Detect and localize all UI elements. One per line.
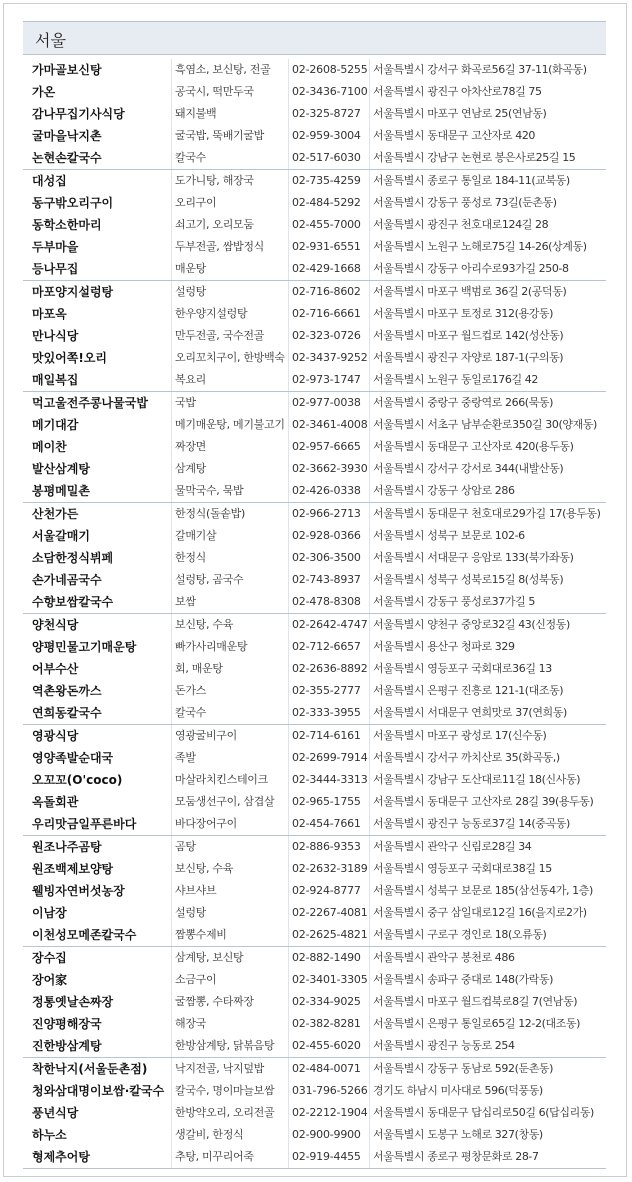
restaurant-menu: 삼계탕, 보신탕 [175, 951, 244, 964]
table-row [23, 1124, 606, 1146]
table-row [23, 281, 606, 303]
restaurant-menu: 돼지불백 [175, 107, 217, 120]
restaurant-phone: 02-2212-1904 [292, 1106, 368, 1119]
restaurant-phone: 02-882-1490 [292, 951, 361, 964]
restaurant-menu: 칼국수 [175, 706, 206, 719]
restaurant-address: 서울특별시 강서구 까치산로 35(화곡동,) [373, 751, 560, 764]
restaurant-phone: 02-2632-3189 [292, 862, 368, 875]
restaurant-name: 마포옥 [32, 307, 67, 321]
table-row [23, 547, 606, 569]
table-row-group [23, 614, 606, 725]
restaurant-address: 서울특별시 마포구 월드컵로 142(성산동) [373, 329, 564, 342]
table-row [23, 81, 606, 103]
restaurant-phone: 02-355-2777 [292, 684, 361, 697]
restaurant-address: 서울특별시 동대문구 천호대로29가길 17(용두동) [373, 507, 601, 520]
column-divider [369, 59, 370, 169]
column-divider [171, 170, 172, 280]
restaurant-address: 서울특별시 광진구 아차산로78길 75 [373, 85, 542, 98]
restaurant-address: 서울특별시 서대문구 연희맛로 37(연희동) [373, 706, 567, 719]
restaurant-phone: 02-382-8281 [292, 1017, 361, 1030]
restaurant-name: 동학소한마리 [32, 218, 102, 232]
table-row [23, 658, 606, 680]
restaurant-name: 양천식당 [32, 618, 79, 632]
restaurant-phone: 02-455-6020 [292, 1039, 361, 1052]
restaurant-menu: 족발 [175, 751, 196, 764]
restaurant-menu: 칼국수, 명이마늘보쌈 [175, 1084, 275, 1097]
table-row [23, 636, 606, 658]
table-row [23, 614, 606, 636]
section-header [23, 21, 606, 55]
table-row [23, 147, 606, 169]
restaurant-name: 굴마을낙지촌 [32, 129, 102, 143]
restaurant-menu: 한방삼계탕, 닭볶음탕 [175, 1039, 275, 1052]
restaurant-menu: 보신탕, 수육 [175, 862, 234, 875]
restaurant-menu: 해장국 [175, 1017, 206, 1030]
restaurant-phone: 02-931-6551 [292, 240, 361, 253]
restaurant-name: 발산삼계탕 [32, 462, 90, 476]
restaurant-phone: 02-484-5292 [292, 196, 361, 209]
restaurant-menu: 오리구이 [175, 196, 217, 209]
table-row [23, 392, 606, 414]
restaurant-menu: 영광굴비구이 [175, 729, 237, 742]
restaurant-address: 서울특별시 노원구 노해로75길 14-26(상계동) [373, 240, 587, 253]
table-row-group [23, 281, 606, 392]
restaurant-phone: 02-478-8308 [292, 595, 361, 608]
column-divider [369, 503, 370, 613]
restaurant-menu: 보쌈 [175, 595, 196, 608]
restaurant-menu: 도가니탕, 해장국 [175, 174, 254, 187]
restaurant-phone: 031-796-5266 [292, 1084, 368, 1097]
column-divider [171, 614, 172, 724]
restaurant-phone: 02-484-0071 [292, 1062, 361, 1075]
restaurant-name: 가마골보신탕 [32, 63, 102, 77]
table-row [23, 813, 606, 835]
restaurant-menu: 만두전골, 국수전골 [175, 329, 265, 342]
table-row [23, 791, 606, 813]
restaurant-address: 서울특별시 중구 삼일대로12길 16(을지로2가) [373, 906, 587, 919]
restaurant-menu: 한방약오리, 오리전골 [175, 1106, 275, 1119]
restaurant-phone: 02-334-9025 [292, 995, 361, 1008]
restaurant-name: 마포양지설렁탕 [32, 285, 114, 299]
restaurant-menu: 흑염소, 보신탕, 전골 [175, 63, 271, 76]
restaurant-name: 메기대감 [32, 418, 79, 432]
restaurant-name: 수향보쌈칼국수 [32, 595, 114, 609]
restaurant-phone: 02-2636-8892 [292, 662, 368, 675]
restaurant-phone: 02-429-1668 [292, 262, 361, 275]
column-divider [171, 836, 172, 946]
column-divider [369, 614, 370, 724]
restaurant-phone: 02-306-3500 [292, 551, 361, 564]
table-row [23, 680, 606, 702]
table-row [23, 836, 606, 858]
restaurant-address: 서울특별시 강동구 동남로 592(둔촌동) [373, 1062, 554, 1075]
restaurant-phone: 02-333-3955 [292, 706, 361, 719]
restaurant-phone: 02-3444-3313 [292, 773, 368, 786]
restaurant-menu: 한우양지설렁탕 [175, 307, 248, 320]
restaurant-phone: 02-977-0038 [292, 396, 361, 409]
restaurant-phone: 02-517-6030 [292, 151, 361, 164]
column-divider [288, 170, 289, 280]
restaurant-address: 서울특별시 마포구 토정로 312(용강동) [373, 307, 554, 320]
restaurant-name: 어부수산 [32, 662, 79, 676]
restaurant-address: 서울특별시 동대문구 고산자로 420(용두동) [373, 440, 574, 453]
restaurant-menu: 소금구이 [175, 973, 217, 986]
table-row [23, 236, 606, 258]
table-row-group [23, 1058, 606, 1169]
restaurant-phone: 02-924-8777 [292, 884, 361, 897]
column-divider [369, 392, 370, 502]
restaurant-phone: 02-3662-3930 [292, 462, 368, 475]
table-row [23, 125, 606, 147]
table-row [23, 436, 606, 458]
column-divider [369, 725, 370, 835]
column-divider [288, 1058, 289, 1168]
table-row [23, 858, 606, 880]
column-divider [171, 947, 172, 1057]
restaurant-menu: 짬뽕수제비 [175, 928, 227, 941]
table-row [23, 747, 606, 769]
column-divider [369, 281, 370, 391]
column-divider [288, 725, 289, 835]
restaurant-name: 감나무집기사식당 [32, 107, 125, 121]
restaurant-menu: 칼국수 [175, 151, 206, 164]
table-row [23, 1146, 606, 1168]
restaurant-menu: 삼계탕 [175, 462, 206, 475]
restaurant-address: 서울특별시 영등포구 국회대로38길 15 [373, 862, 552, 875]
restaurant-address: 서울특별시 강남구 논현로 봉은사로25길 15 [373, 151, 576, 164]
restaurant-phone: 02-3461-4008 [292, 418, 368, 431]
restaurant-menu: 돈가스 [175, 684, 206, 697]
restaurant-address: 서울특별시 광진구 능동로 254 [373, 1039, 515, 1052]
restaurant-name: 영양족발순대국 [32, 751, 114, 765]
restaurant-phone: 02-3436-7100 [292, 85, 368, 98]
column-divider [288, 59, 289, 169]
restaurant-menu: 물막국수, 묵밥 [175, 484, 244, 497]
restaurant-menu: 공국시, 떡만두국 [175, 85, 254, 98]
restaurant-address: 서울특별시 양천구 중앙로32길 43(신정동) [373, 618, 570, 631]
restaurant-menu: 빠가사리매운탕 [175, 640, 248, 653]
restaurant-address: 서울특별시 관악구 봉천로 486 [373, 951, 515, 964]
restaurant-phone: 02-716-8602 [292, 285, 361, 298]
restaurant-address: 서울특별시 광진구 천호대로124길 28 [373, 218, 549, 231]
restaurant-name: 대성집 [32, 174, 67, 188]
restaurant-address: 서울특별시 은평구 통일로65길 12-2(대조동) [373, 1017, 581, 1030]
restaurant-address: 서울특별시 은평구 진흥로 121-1(대조동) [373, 684, 564, 697]
table-row-group [23, 59, 606, 170]
table-row [23, 880, 606, 902]
table-row [23, 569, 606, 591]
restaurant-phone: 02-959-3004 [292, 129, 361, 142]
restaurant-phone: 02-714-6161 [292, 729, 361, 742]
table-row [23, 214, 606, 236]
restaurant-phone: 02-716-6661 [292, 307, 361, 320]
restaurant-name: 두부마을 [32, 240, 79, 254]
restaurant-menu: 두부전골, 쌈밥정식 [175, 240, 265, 253]
restaurant-address: 서울특별시 광진구 자양로 187-1(구의동) [373, 351, 564, 364]
restaurant-phone: 02-919-4455 [292, 1150, 361, 1163]
column-divider [171, 1058, 172, 1168]
restaurant-address: 서울특별시 영등포구 국회대로36길 13 [373, 662, 552, 675]
restaurant-address: 서울특별시 송파구 중대로 148(가락동) [373, 973, 554, 986]
table-row [23, 725, 606, 747]
restaurant-address: 서울특별시 성북구 보문로 102-6 [373, 529, 525, 542]
restaurant-phone: 02-735-4259 [292, 174, 361, 187]
restaurant-name: 풍년식당 [32, 1106, 79, 1120]
restaurant-address: 서울특별시 서초구 남부순환로350길 30(양재동) [373, 418, 597, 431]
restaurant-phone: 02-2267-4081 [292, 906, 368, 919]
table-row-group [23, 947, 606, 1058]
column-divider [288, 281, 289, 391]
restaurant-phone: 02-3401-3305 [292, 973, 368, 986]
restaurant-address: 서울특별시 용산구 청파로 329 [373, 640, 515, 653]
column-divider [171, 725, 172, 835]
restaurant-menu: 메기매운탕, 메기불고기 [175, 418, 285, 431]
restaurant-address: 서울특별시 성북구 보문로 185(삼선동4가, 1층) [373, 884, 593, 897]
restaurant-address: 서울특별시 동대문구 답십리로50길 6(답십리동) [373, 1106, 594, 1119]
restaurant-menu: 샤브샤브 [175, 884, 217, 897]
table-row [23, 258, 606, 280]
table-row-group [23, 725, 606, 836]
restaurant-name: 진한방삼계탕 [32, 1039, 102, 1053]
restaurant-name: 오꼬꼬(O'coco) [32, 773, 123, 787]
restaurant-name: 원조백제보양탕 [32, 862, 114, 876]
restaurant-address: 서울특별시 중랑구 중랑역로 266(묵동) [373, 396, 554, 409]
restaurant-address: 서울특별시 종로구 통일로 184-11(교북동) [373, 174, 570, 187]
restaurant-name: 산천가든 [32, 507, 79, 521]
column-divider [288, 947, 289, 1057]
column-divider [288, 836, 289, 946]
restaurant-table [23, 59, 606, 1169]
table-row-group [23, 503, 606, 614]
restaurant-menu: 추탕, 미꾸리어죽 [175, 1150, 254, 1163]
table-row [23, 525, 606, 547]
restaurant-menu: 설렁탕 [175, 906, 206, 919]
table-row [23, 103, 606, 125]
restaurant-menu: 곰탕 [175, 840, 196, 853]
restaurant-address: 서울특별시 강남구 도산대로11길 18(신사동) [373, 773, 581, 786]
restaurant-menu: 마살라치킨스테이크 [175, 773, 268, 786]
restaurant-phone: 02-454-7661 [292, 817, 361, 830]
restaurant-name: 서울갈매기 [32, 529, 90, 543]
restaurant-name: 소담한정식뷔페 [32, 551, 114, 565]
restaurant-name: 만나식당 [32, 329, 79, 343]
restaurant-name: 이천성모메존칼국수 [32, 928, 137, 942]
restaurant-name: 장수집 [32, 951, 67, 965]
table-row-group [23, 836, 606, 947]
restaurant-phone: 02-928-0366 [292, 529, 361, 542]
section-title: 서울 [35, 31, 66, 50]
column-divider [288, 392, 289, 502]
restaurant-phone: 02-743-8937 [292, 573, 361, 586]
restaurant-name: 웰빙자연버섯농장 [32, 884, 125, 898]
restaurant-address: 서울특별시 마포구 백범로 36길 2(공덕동) [373, 285, 567, 298]
restaurant-phone: 02-957-6665 [292, 440, 361, 453]
restaurant-address: 서울특별시 서대문구 응암로 133(북가좌동) [373, 551, 574, 564]
restaurant-address: 경기도 하남시 미사대로 596(덕풍동) [373, 1084, 543, 1097]
table-row [23, 369, 606, 391]
column-divider [171, 392, 172, 502]
table-row [23, 769, 606, 791]
restaurant-address: 서울특별시 도봉구 노해로 327(창동) [373, 1128, 543, 1141]
restaurant-address: 서울특별시 구로구 경인로 18(오류동) [373, 928, 547, 941]
restaurant-menu: 바다장어구이 [175, 817, 237, 830]
restaurant-name: 양평민물고기매운탕 [32, 640, 137, 654]
restaurant-name: 영광식당 [32, 729, 79, 743]
column-divider [171, 281, 172, 391]
restaurant-name: 하누소 [32, 1128, 67, 1142]
table-row [23, 303, 606, 325]
column-divider [369, 947, 370, 1057]
table-row [23, 969, 606, 991]
restaurant-name: 맛있어쪽!오리 [32, 351, 108, 365]
table-row [23, 702, 606, 724]
restaurant-name: 착한낙지(서울둔촌점) [32, 1062, 148, 1076]
restaurant-address: 서울특별시 강동구 풍성로37가길 5 [373, 595, 536, 608]
table-row [23, 503, 606, 525]
restaurant-phone: 02-455-7000 [292, 218, 361, 231]
restaurant-address: 서울특별시 강동구 상암로 286 [373, 484, 515, 497]
restaurant-name: 우리맛금일푸른바다 [32, 817, 137, 831]
restaurant-name: 정통옛날손짜장 [32, 995, 114, 1009]
restaurant-menu: 한정식 [175, 551, 206, 564]
restaurant-name: 가온 [32, 85, 56, 99]
restaurant-phone: 02-2608-5255 [292, 63, 368, 76]
restaurant-name: 장어家 [32, 973, 68, 987]
column-divider [288, 503, 289, 613]
column-divider [369, 170, 370, 280]
restaurant-name: 진양평해장국 [32, 1017, 102, 1031]
restaurant-menu: 갈매기살 [175, 529, 217, 542]
table-row [23, 458, 606, 480]
table-row [23, 1035, 606, 1057]
restaurant-address: 서울특별시 광진구 능동로37길 14(중곡동) [373, 817, 570, 830]
table-row [23, 924, 606, 946]
column-divider [171, 503, 172, 613]
restaurant-address: 서울특별시 종로구 평창문화로 28-7 [373, 1150, 539, 1163]
restaurant-phone: 02-3437-9252 [292, 351, 368, 364]
restaurant-name: 메이찬 [32, 440, 67, 454]
restaurant-address: 서울특별시 마포구 월드컵북로8길 7(연남동) [373, 995, 578, 1008]
restaurant-menu: 생갈비, 한정식 [175, 1128, 244, 1141]
restaurant-phone: 02-426-0338 [292, 484, 361, 497]
restaurant-menu: 국밥 [175, 396, 196, 409]
restaurant-menu: 모둠생선구이, 삼겹살 [175, 795, 275, 808]
restaurant-address: 서울특별시 동대문구 고산자로 28길 39(용두동) [373, 795, 594, 808]
restaurant-menu: 오리꼬치구이, 한방백숙 [175, 351, 285, 364]
restaurant-address: 서울특별시 동대문구 고산자로 420 [373, 129, 536, 142]
restaurant-phone: 02-966-2713 [292, 507, 361, 520]
restaurant-menu: 짜장면 [175, 440, 206, 453]
restaurant-menu: 복요리 [175, 373, 206, 386]
restaurant-menu: 굴짬뽕, 수타짜장 [175, 995, 254, 1008]
restaurant-phone: 02-965-1755 [292, 795, 361, 808]
restaurant-menu: 쇠고기, 오리모둠 [175, 218, 254, 231]
restaurant-name: 이남장 [32, 906, 67, 920]
table-row [23, 414, 606, 436]
restaurant-phone: 02-886-9353 [292, 840, 361, 853]
table-row-group [23, 392, 606, 503]
restaurant-phone: 02-2642-4747 [292, 618, 368, 631]
restaurant-phone: 02-325-8727 [292, 107, 361, 120]
table-row [23, 347, 606, 369]
table-row [23, 591, 606, 613]
restaurant-name: 옥돌회관 [32, 795, 79, 809]
restaurant-menu: 설렁탕 [175, 285, 206, 298]
restaurant-name: 역촌왕돈까스 [32, 684, 102, 698]
restaurant-name: 원조나주곰탕 [32, 840, 102, 854]
table-row [23, 1080, 606, 1102]
restaurant-menu: 설렁탕, 곰국수 [175, 573, 244, 586]
table-row [23, 192, 606, 214]
table-row [23, 947, 606, 969]
table-row [23, 170, 606, 192]
restaurant-menu: 한정식(돌솥밥) [175, 507, 245, 520]
table-row-group [23, 170, 606, 281]
restaurant-name: 봉평메밀촌 [32, 484, 90, 498]
column-divider [369, 836, 370, 946]
restaurant-address: 서울특별시 강동구 풍성로 73길(둔촌동) [373, 196, 557, 209]
restaurant-menu: 보신탕, 수육 [175, 618, 234, 631]
restaurant-name: 등나무집 [32, 262, 79, 276]
restaurant-address: 서울특별시 마포구 연남로 25(연남동) [373, 107, 547, 120]
table-row [23, 59, 606, 81]
table-row [23, 1013, 606, 1035]
restaurant-address: 서울특별시 강동구 아리수로93가길 250-8 [373, 262, 569, 275]
column-divider [171, 59, 172, 169]
restaurant-phone: 02-900-9900 [292, 1128, 361, 1141]
restaurant-name: 청와삼대명이보쌈·칼국수 [32, 1084, 165, 1098]
restaurant-address: 서울특별시 마포구 광성로 17(신수동) [373, 729, 547, 742]
restaurant-name: 손가네곰국수 [32, 573, 102, 587]
table-row [23, 480, 606, 502]
restaurant-address: 서울특별시 성북구 성북로15길 8(성북동) [373, 573, 564, 586]
restaurant-name: 동구밖오리구이 [32, 196, 114, 210]
restaurant-menu: 매운탕 [175, 262, 206, 275]
restaurant-address: 서울특별시 노원구 동일로176길 42 [373, 373, 538, 386]
restaurant-menu: 회, 매운탕 [175, 662, 223, 675]
table-row [23, 902, 606, 924]
restaurant-name: 형제추어탕 [32, 1150, 90, 1164]
restaurant-name: 논현손칼국수 [32, 151, 102, 165]
restaurant-name: 연희동칼국수 [32, 706, 102, 720]
table-row [23, 1102, 606, 1124]
restaurant-phone: 02-323-0726 [292, 329, 361, 342]
table-row [23, 991, 606, 1013]
restaurant-menu: 굴국밥, 뚝배기굴밥 [175, 129, 265, 142]
restaurant-phone: 02-973-1747 [292, 373, 361, 386]
restaurant-name: 매일복집 [32, 373, 79, 387]
restaurant-name: 먹고울전주콩나물국밥 [32, 396, 148, 410]
restaurant-menu: 낙지전골, 낙지덮밥 [175, 1062, 265, 1075]
table-row [23, 1058, 606, 1080]
restaurant-phone: 02-712-6657 [292, 640, 361, 653]
restaurant-phone: 02-2625-4821 [292, 928, 368, 941]
restaurant-address: 서울특별시 관악구 신림로28길 34 [373, 840, 532, 853]
column-divider [369, 1058, 370, 1168]
restaurant-address: 서울특별시 강서구 화곡로56길 37-11(화곡동) [373, 63, 587, 76]
restaurant-address: 서울특별시 강서구 강서로 344(내발산동) [373, 462, 564, 475]
restaurant-phone: 02-2699-7914 [292, 751, 368, 764]
table-row [23, 325, 606, 347]
column-divider [288, 614, 289, 724]
